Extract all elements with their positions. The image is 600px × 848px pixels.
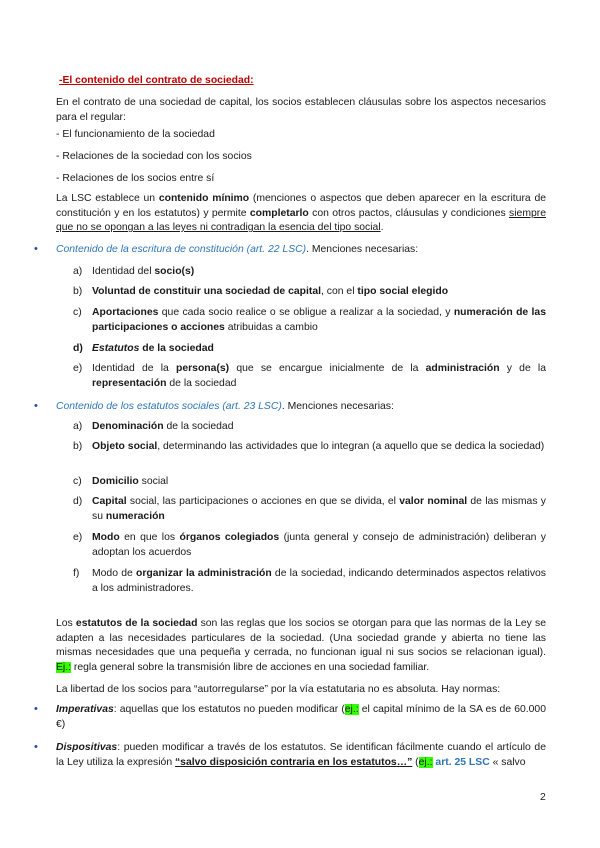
imperativas-item: Imperativas: aquellas que los estatutos no pueden modificar (ej.: el capital mínimo de la SA es de 60.000 €) bbox=[56, 704, 546, 730]
list-marker: e) bbox=[73, 363, 83, 374]
dash-item: - Relaciones de la sociedad con los socios bbox=[56, 151, 252, 162]
list-item: Identidad del socio(s) bbox=[92, 266, 195, 277]
bullet-icon: • bbox=[34, 741, 38, 753]
dash-item: - Relaciones de los socios entre sí bbox=[56, 173, 215, 184]
list-marker: f) bbox=[73, 568, 80, 579]
list-marker: e) bbox=[73, 532, 83, 543]
list-marker: a) bbox=[73, 266, 83, 277]
list-item: Identidad de la persona(s) que se encargue inicialmente de la administración y de la representación de la sociedad bbox=[92, 363, 547, 389]
libertad-paragraph: La libertad de los socios para “autorregularse” por la vía estatutaria no es absoluta. Hay normas: bbox=[56, 684, 501, 695]
dash-item: - El funcionamiento de la sociedad bbox=[56, 129, 215, 140]
bullet-icon: • bbox=[34, 243, 38, 255]
bullet-icon: • bbox=[34, 400, 38, 412]
list-marker: d) bbox=[73, 343, 83, 354]
list-marker: d) bbox=[73, 496, 83, 507]
lsc-paragraph: La LSC establece un contenido mínimo (menciones o aspectos que deben aparecer en la escritura de constitución y en los estatutos) y permite completarlo con otros pactos, cláusulas y condiciones siempre que no se opongan a las leyes ni contradigan la esencia del tipo social. bbox=[56, 193, 546, 234]
list-marker: b) bbox=[73, 441, 83, 452]
section-title: -El contenido del contrato de sociedad: bbox=[59, 75, 254, 86]
list-marker: b) bbox=[73, 286, 83, 297]
list-item: Modo en que los órganos colegiados (junta general y consejo de administración) deliberan y adoptan los acuerdos bbox=[92, 532, 546, 558]
list-marker: a) bbox=[73, 421, 83, 432]
page-number: 2 bbox=[540, 792, 546, 803]
list-marker: c) bbox=[73, 307, 82, 318]
dispositivas-item: Dispositivas: pueden modificar a través de los estatutos. Se identifican fácilmente cuando el artículo de la Ley utiliza la expresión “salvo disposición contraria en los estatutos…” (ej.: art. 25 LSC « salvo bbox=[56, 742, 546, 768]
list-item: Capital social, las participaciones o acciones en que se divida, el valor nominal de las mismas y su numeración bbox=[92, 496, 546, 522]
estatutos-heading: Contenido de los estatutos sociales (art. 23 LSC). Menciones necesarias: bbox=[56, 401, 394, 412]
estatutos-definition: Los estatutos de la sociedad son las reglas que los socios se otorgan para que las normas de la Ley se adapten a las necesidades particulares de la sociedad. (Una sociedad grande y abierta no tiene las mismas necesidades que una pequeña y cerrada, no funcionan igual ni sus socios se relacionan igual). Ej.: regla general sobre la transmisión libre de acciones en una sociedad familiar. bbox=[56, 618, 547, 673]
list-item: Estatutos de la sociedad bbox=[92, 343, 214, 354]
list-item: Domicilio social bbox=[92, 476, 169, 487]
list-item: Aportaciones que cada socio realice o se obligue a realizar a la sociedad, y numeración de las participaciones o acciones atribuidas a cambio bbox=[92, 307, 546, 333]
list-item: Objeto social, determinando las actividades que lo integran (a aquello que se dedica la sociedad) bbox=[92, 441, 545, 452]
escritura-heading: Contenido de la escritura de constitución (art. 22 LSC). Menciones necesarias: bbox=[56, 244, 419, 255]
list-item: Voluntad de constituir una sociedad de capital, con el tipo social elegido bbox=[92, 286, 449, 297]
list-item: Modo de organizar la administración de la sociedad, indicando determinados aspectos relativos a los administradores. bbox=[92, 568, 546, 594]
list-marker: c) bbox=[73, 476, 82, 487]
list-item: Denominación de la sociedad bbox=[92, 421, 234, 432]
bullet-icon: • bbox=[34, 703, 38, 715]
intro-paragraph: En el contrato de una sociedad de capital, los socios establecen cláusulas sobre los aspectos necesarios para el regular: bbox=[56, 97, 546, 123]
